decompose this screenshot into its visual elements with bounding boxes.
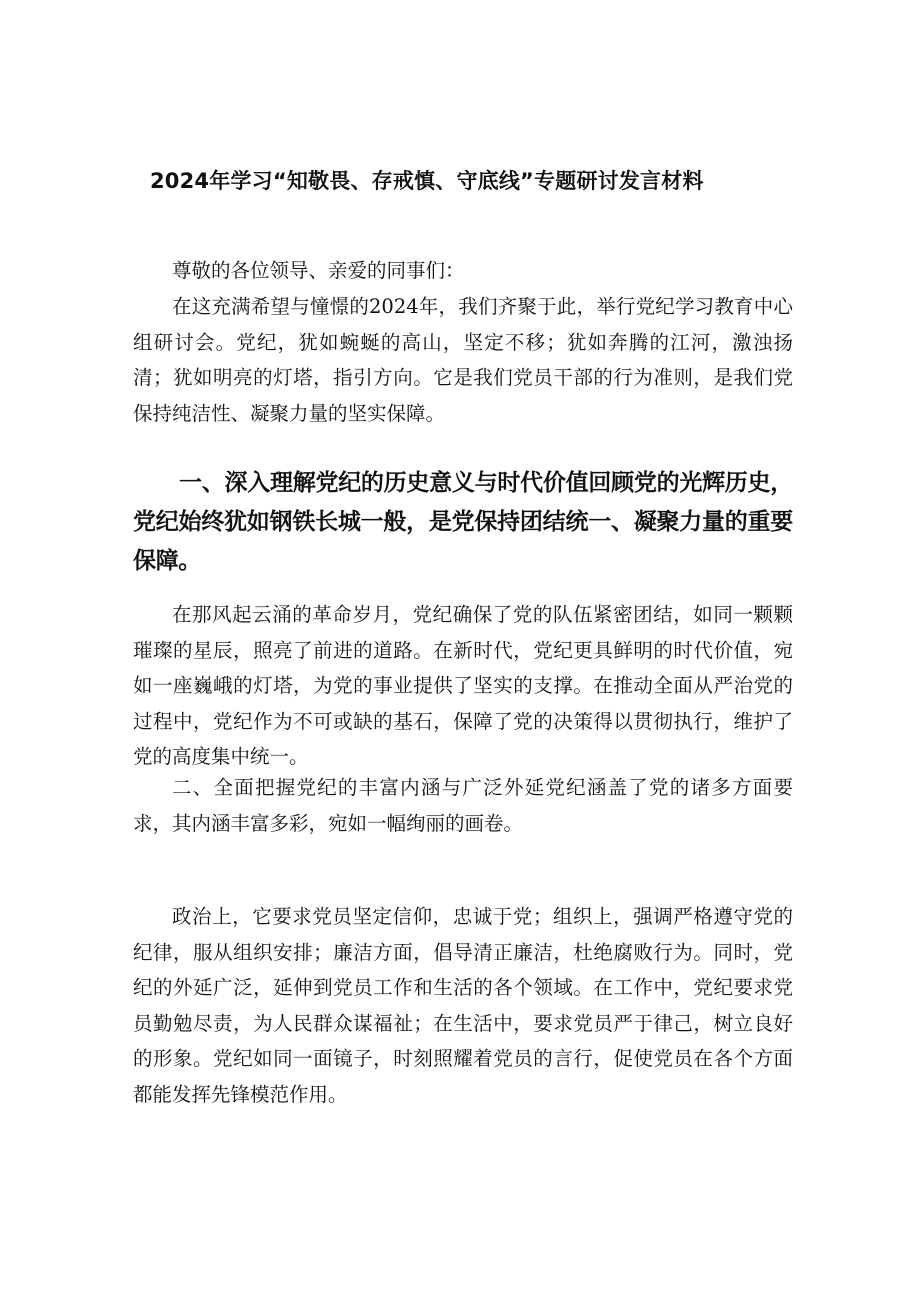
paragraph-history: 在那风起云涌的革命岁月，党纪确保了党的队伍紧密团结，如同一颗颗璀璨的星辰，照亮了前进的道路。在新时代，党纪更具鲜明的时代价值，宛如一座巍峨的灯塔，为党的事业提供了坚实的支撑。在推动全面从严治党的过程中，党纪作为不可或缺的基石，保障了党的决策得以贯彻执行，维护了党的高度集中统一。 (133, 603, 793, 768)
section-heading-2: 二、全面把握党纪的丰富内涵与广泛外延党纪涵盖了党的诸多方面要求，其内涵丰富多彩，宛如一幅绚丽的画卷。 (133, 776, 793, 835)
section-heading-1: 一、深入理解党纪的历史意义与时代价值回顾党的光辉历史，党纪始终犹如钢铁长城一般，是党保持团结统一、凝聚力量的重要保障。 (133, 470, 793, 574)
paragraph-content: 政治上，它要求党员坚定信仰，忠诚于党；组织上，强调严格遵守党的纪律，服从组织安排；廉洁方面，倡导清正廉洁，杜绝腐败行为。同时，党纪的外延广泛，延伸到党员工作和生活的各个领域。在工作中，党纪要求党员勤勉尽责，为人民群众谋福祉；在生活中，要求党员严于律己，树立良好的形象。党纪如同一面镜子，时刻照耀着党员的言行，促使党员在各个方面都能发挥先锋模范作用。 (133, 905, 793, 1106)
greeting: 尊敬的各位领导、亲爱的同事们： (172, 259, 465, 282)
document-title: 2024年学习“知敬畏、存戒慎、守底线”专题研讨发言材料 (150, 169, 704, 193)
intro-paragraph: 在这充满希望与憧憬的2024年，我们齐聚于此，举行党纪学习教育中心组研讨会。党纪，犹如蜿蜒的高山，坚定不移；犹如奔腾的江河，激浊扬清；犹如明亮的灯塔，指引方向。它是我们党员干部的行为准则，是我们党保持纯洁性、凝聚力量的坚实保障。 (133, 295, 793, 425)
